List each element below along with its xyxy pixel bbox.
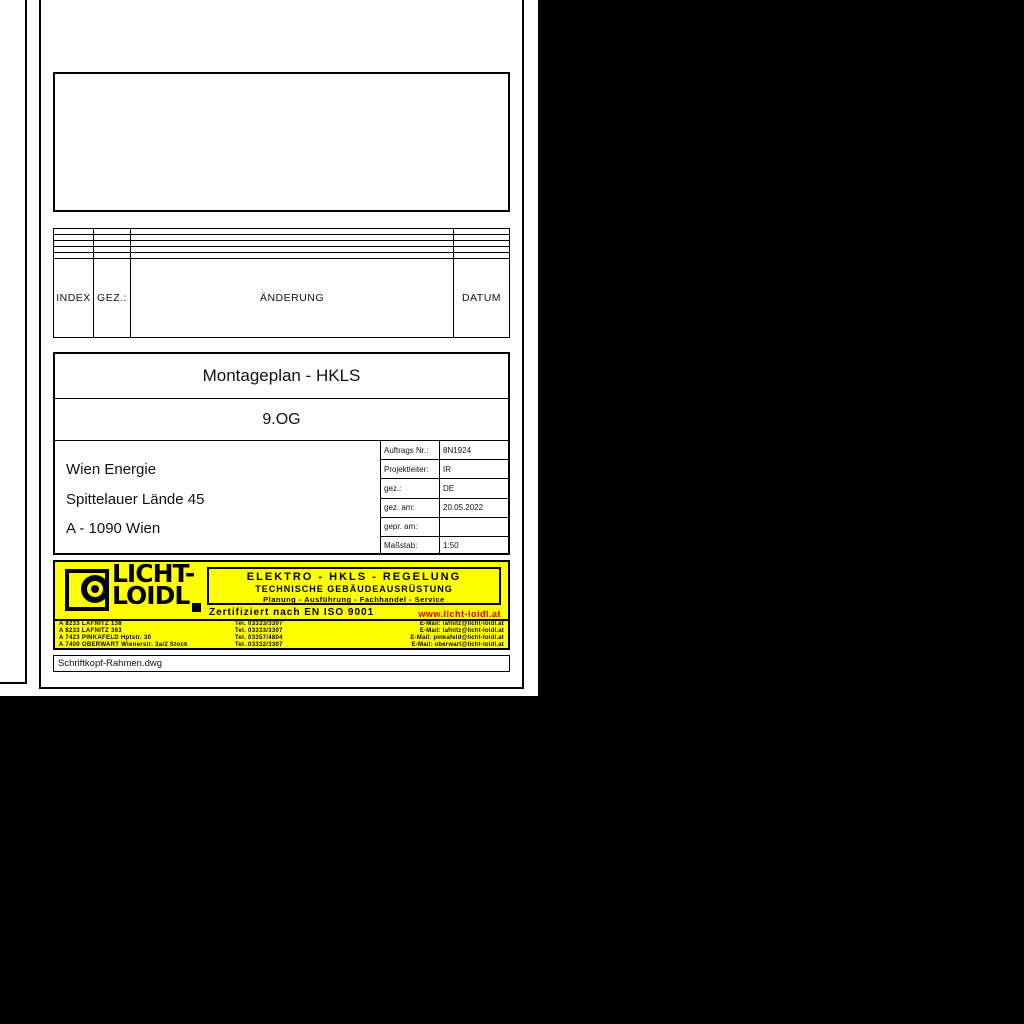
field-label: gez. am: (381, 499, 440, 517)
certification-text: Zertifiziert nach EN ISO 9001 (209, 607, 375, 618)
field-value (440, 518, 508, 536)
revision-header-datum: DATUM (454, 259, 510, 338)
title-block (53, 352, 510, 555)
logo-line1: LICHT- (112, 559, 195, 588)
contact-tel: Tel. 03332/3307 (235, 642, 283, 648)
filename-box (53, 655, 510, 672)
logo-line2: LOIDL (112, 581, 190, 610)
title-block-info-row (55, 441, 508, 555)
filename-text: Schriftkopf-Rahmen.dwg (58, 658, 163, 669)
contact-address: A 7400 OBERWART Wienerstr. 3a/2 Stock (59, 642, 188, 648)
contact-tel: Tel. 03357/4804 (235, 635, 283, 641)
contact-row-2 (55, 628, 508, 635)
contact-row-4 (55, 642, 508, 649)
field-label: gez.: (381, 479, 440, 497)
floor-label: 9.OG (55, 399, 508, 441)
services-line1: ELEKTRO - HKLS - REGELUNG (246, 571, 462, 583)
field-row-gez-am (381, 499, 508, 518)
contact-address: A 7423 PINKAFELD Hptstr. 30 (59, 635, 152, 641)
field-row-projektleiter (381, 460, 508, 479)
plan-legend-area (53, 72, 510, 212)
revision-table (53, 228, 510, 338)
contact-address: A 8233 LAFNITZ 363 (59, 628, 122, 634)
contact-email: E-Mail: lafnitz@licht-loidl.at (419, 628, 504, 634)
revision-header-row (54, 259, 510, 338)
services-line2: TECHNISCHE GEBÄUDEAUSRÜSTUNG (255, 584, 453, 594)
contact-email: E-Mail: oberwart@licht-loidl.at (411, 642, 504, 648)
client-name: Wien Energie (66, 461, 157, 479)
revision-header-index: INDEX (54, 259, 94, 338)
field-label: gepr. am: (381, 518, 440, 536)
field-label: Maßstab: (381, 537, 440, 555)
field-label: Projektleiter: (381, 460, 440, 478)
licht-loidl-bulb-icon (65, 569, 109, 611)
field-row-auftrag (381, 441, 508, 460)
revision-header-gez: GEZ.: (94, 259, 131, 338)
contact-email: E-Mail: lafnitz@licht-loidl.at (419, 621, 504, 627)
client-address (55, 441, 380, 555)
client-city: A - 1090 Wien (66, 519, 161, 537)
outer-frame-bottom-line (0, 682, 27, 684)
services-box (207, 567, 501, 605)
field-value: 20.05.2022 (443, 503, 484, 513)
contact-row-1 (55, 621, 508, 628)
field-value: IR (443, 464, 451, 474)
contact-tel: Tel. 03333/3307 (235, 628, 283, 634)
company-block (53, 560, 510, 650)
contact-address: A 8233 LAFNITZ 138 (59, 621, 122, 627)
client-street: Spittelauer Lände 45 (66, 490, 205, 508)
logo-circle-dot (91, 585, 99, 593)
field-label: Auftrags Nr.: (381, 441, 440, 459)
inner-frame-left-line (39, 0, 41, 689)
logo-square-dot (192, 603, 201, 612)
inner-frame-right-line (522, 0, 524, 689)
inner-frame-bottom-line (39, 687, 524, 689)
contact-tel: Tel. 03333/3307 (235, 621, 283, 627)
drawing-title: Montageplan - HKLS (55, 354, 508, 399)
field-value: 8N1924 (443, 445, 472, 455)
outer-frame-left-line (25, 0, 27, 684)
field-row-massstab (381, 537, 508, 555)
revision-header-aenderung: ÄNDERUNG (131, 259, 454, 338)
website-text: www.licht-loidl.at (418, 609, 501, 619)
drawing-sheet (0, 0, 538, 696)
services-line3: Planung - Ausführung - Fachhandel - Service (263, 595, 445, 604)
field-value: DE (443, 483, 455, 493)
project-fields (380, 441, 508, 555)
contact-row-3 (55, 635, 508, 642)
company-logo-text (112, 559, 195, 610)
contact-email: E-Mail: pinkafeld@licht-loidl.at (410, 635, 504, 641)
field-row-gepr-am (381, 518, 508, 537)
field-row-gez (381, 479, 508, 498)
field-value: 1:50 (443, 541, 459, 551)
